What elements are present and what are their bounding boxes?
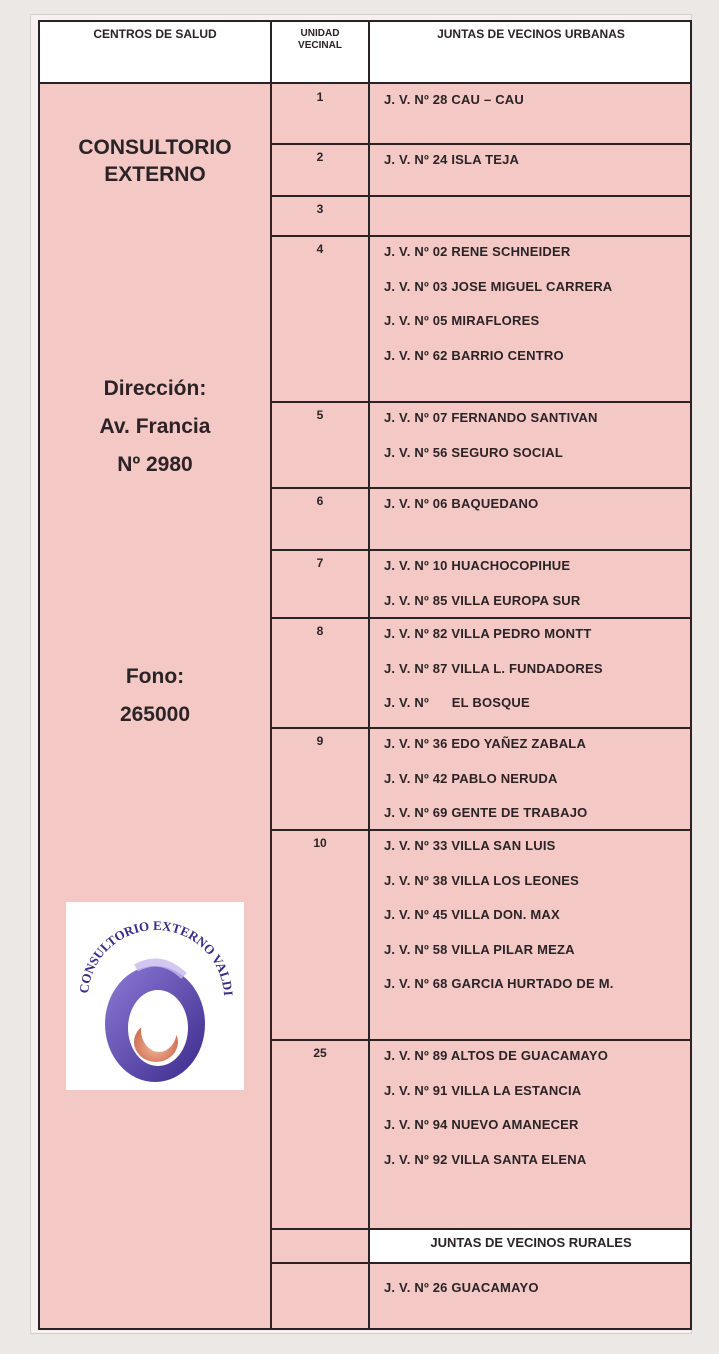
junta-vecinos-item: J. V. Nº 56 SEGURO SOCIAL	[384, 444, 564, 460]
rural-divider	[270, 1228, 690, 1230]
junta-vecinos-item: J. V. Nº 02 RENE SCHNEIDER	[384, 244, 571, 259]
health-centers-table	[38, 20, 692, 1330]
row-divider	[270, 401, 690, 403]
junta-vecinos-item: J. V. Nº 28 CAU – CAU	[384, 92, 524, 107]
row-divider	[270, 235, 690, 237]
row-divider	[270, 487, 690, 489]
unidad-vecinal-number: 25	[313, 1046, 327, 1060]
unidad-vecinal-number: 10	[313, 836, 327, 850]
junta-vecinos-item: J. V. Nº 87 VILLA L. FUNDADORES	[384, 660, 603, 676]
junta-vecinos-item: J. V. Nº 92 VILLA SANTA ELENA	[384, 1151, 587, 1167]
junta-vecinos-item: J. V. Nº 58 VILLA PILAR MEZA	[384, 941, 575, 957]
junta-vecinos-item: J. V. Nº 05 MIRAFLORES	[384, 313, 540, 328]
center-address	[40, 370, 270, 484]
junta-vecinos-item: J. V. Nº 45 VILLA DON. MAX	[384, 907, 560, 922]
row-divider	[270, 1039, 690, 1041]
row-divider	[270, 195, 690, 197]
junta-vecinos-item: J. V. Nº 07 FERNANDO SANTIVAN	[384, 410, 598, 425]
junta-rural-item: J. V. Nº 26 GUACAMAYO	[384, 1280, 539, 1295]
header-juntas-rurales: JUNTAS DE VECINOS RURALES	[370, 1230, 692, 1262]
svg-text:CONSULTORIO EXTERNO VALDIVIA: CONSULTORIO EXTERNO VALDI	[76, 917, 236, 997]
junta-vecinos-item: J. V. Nº 03 JOSE MIGUEL CARRERA	[384, 278, 613, 294]
junta-vecinos-item: J. V. Nº 89 ALTOS DE GUACAMAYO	[384, 1048, 609, 1063]
logo-image	[66, 902, 244, 1090]
junta-vecinos-item: J. V. Nº 85 VILLA EUROPA SUR	[384, 592, 581, 608]
junta-vecinos-item: J. V. Nº 82 VILLA PEDRO MONTT	[384, 626, 592, 641]
address-line-2: Nº 2980	[117, 453, 193, 476]
junta-vecinos-item: J. V. Nº 42 PABLO NERUDA	[384, 770, 558, 786]
consultorio-logo	[66, 902, 244, 1090]
unidad-vecinal-number: 3	[316, 202, 324, 216]
phone-label: Fono:	[125, 665, 185, 688]
address-label: Dirección:	[103, 377, 207, 400]
rural-header-divider	[270, 1262, 690, 1264]
junta-vecinos-item: J. V. Nº 94 NUEVO AMANECER	[384, 1117, 579, 1132]
unidad-vecinal-number: 1	[316, 90, 324, 104]
junta-vecinos-item: J. V. Nº EL BOSQUE	[384, 695, 530, 710]
junta-vecinos-item: J. V. Nº 62 BARRIO CENTRO	[384, 347, 564, 363]
unidad-vecinal-number: 4	[316, 242, 324, 256]
header-juntas-urbanas: JUNTAS DE VECINOS URBANAS	[370, 22, 692, 82]
unidad-vecinal-number: 9	[316, 734, 324, 748]
row-divider	[270, 829, 690, 831]
junta-vecinos-item: J. V. Nº 24 ISLA TEJA	[384, 152, 520, 167]
unidad-vecinal-number: 7	[316, 556, 324, 570]
junta-vecinos-item: J. V. Nº 36 EDO YAÑEZ ZABALA	[384, 736, 587, 751]
row-divider	[270, 549, 690, 551]
center-phone	[40, 658, 270, 734]
row-divider	[270, 143, 690, 145]
unidad-vecinal-number: 2	[316, 150, 324, 164]
junta-vecinos-item: J. V. Nº 33 VILLA SAN LUIS	[384, 838, 556, 853]
header-divider	[40, 82, 690, 84]
header-unidad-vecinal: UNIDAD VECINAL	[272, 22, 368, 82]
center-name-line-2: EXTERNO	[104, 163, 206, 186]
junta-vecinos-item: J. V. Nº 38 VILLA LOS LEONES	[384, 872, 580, 888]
header-centros: CENTROS DE SALUD	[40, 22, 270, 82]
unidad-vecinal-number: 6	[316, 494, 324, 508]
row-divider	[270, 727, 690, 729]
center-name-line-1: CONSULTORIO	[78, 136, 232, 159]
row-divider	[270, 617, 690, 619]
divider-col-2	[368, 22, 370, 1328]
phone-value: 265000	[119, 703, 191, 726]
center-name	[40, 134, 270, 188]
unidad-vecinal-number: 5	[316, 408, 324, 422]
junta-vecinos-item: J. V. Nº 10 HUACHOCOPIHUE	[384, 558, 571, 573]
junta-vecinos-item: J. V. Nº 91 VILLA LA ESTANCIA	[384, 1082, 582, 1098]
divider-col-1	[270, 22, 272, 1328]
junta-vecinos-item: J. V. Nº 68 GARCIA HURTADO DE M.	[384, 976, 614, 991]
address-line-1: Av. Francia	[99, 415, 211, 438]
junta-vecinos-item: J. V. Nº 69 GENTE DE TRABAJO	[384, 805, 588, 820]
junta-vecinos-item: J. V. Nº 06 BAQUEDANO	[384, 496, 539, 511]
unidad-vecinal-number: 8	[316, 624, 324, 638]
